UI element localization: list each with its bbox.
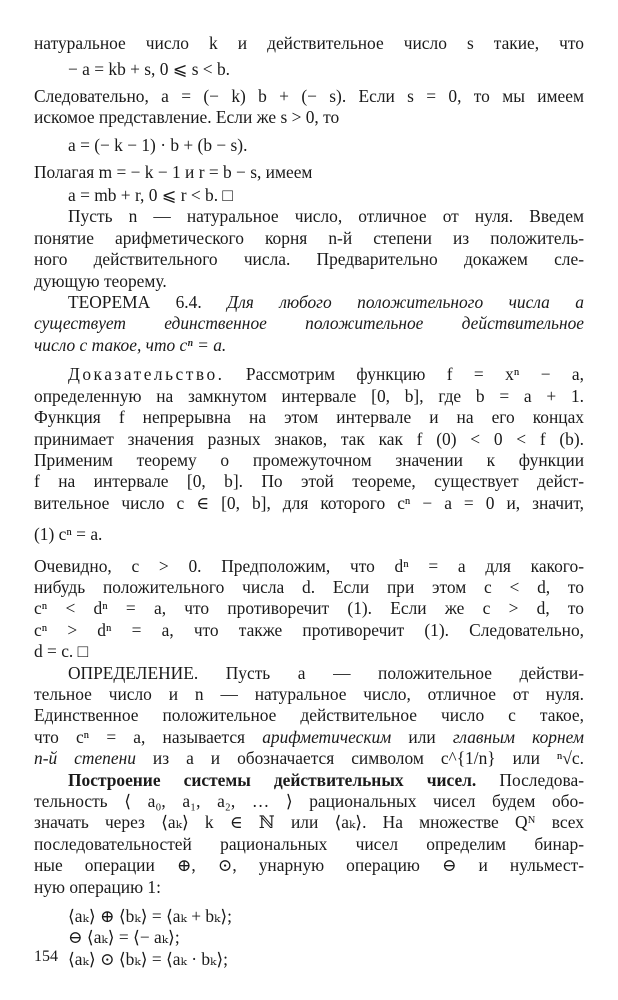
page-body <box>34 33 584 970</box>
text-line: натуральное число k и действительное число s такие, что <box>34 33 584 53</box>
equation: ⟨aₖ⟩ ⊙ ⟨bₖ⟩ = ⟨aₖ · bₖ⟩; <box>68 948 228 969</box>
theorem-label: ТЕОРЕМА 6.4. <box>68 292 202 313</box>
text-line: Полагая m = − k − 1 и r = b − s, имеем <box>34 162 313 183</box>
text-line: Функция f непрерывна на этом интервале и на его концах <box>34 407 584 428</box>
text-line: d = c. □ <box>34 641 89 662</box>
text-line: Следовательно, a = (− k) b + (− s). Если s = 0, то мы имеем <box>34 85 584 106</box>
proof-label: Доказательство. <box>68 364 225 385</box>
text-line: f на интервале [0, b]. По этой теореме, существует дейст- <box>34 471 584 492</box>
text-span: из a и обозначается символом c^{1/n} или ⁿ√c. <box>135 748 584 769</box>
proof-text: Рассмотрим функцию f = xⁿ − a, <box>224 364 584 385</box>
term-arithmetic: арифметическим <box>262 726 392 747</box>
text-line: ную операцию 1: <box>34 876 161 897</box>
text-line <box>34 727 584 748</box>
proof-heading <box>34 364 584 385</box>
theorem-line: число c такое, что cⁿ = a. <box>34 334 227 355</box>
text-line: тельное число и n — натуральное число, отличное от нуля. <box>34 683 584 704</box>
theorem-text: Для любого положительного числа a <box>201 292 584 313</box>
text-line: значать через ⟨aₖ⟩ k ∈ ℕ или ⟨aₖ⟩. На множестве Qᴺ всех <box>34 812 584 833</box>
text-line: ного действительного числа. Предварительно докажем сле- <box>34 249 584 270</box>
text-line: cⁿ > dⁿ = a, что также противоречит (1). Следовательно, <box>34 619 584 640</box>
text-line: cⁿ < dⁿ = a, что противоречит (1). Если же c > d, то <box>34 598 584 619</box>
text-line: Единственное положительное действительное число c такое, <box>34 705 584 726</box>
equation: − a = kb + s, 0 ⩽ s < b. <box>68 59 231 80</box>
page-number: 154 <box>34 948 58 965</box>
equation: a = mb + r, 0 ⩽ r < b. □ <box>68 185 233 206</box>
section-heading <box>34 770 584 791</box>
text-line: дующую теорему. <box>34 270 167 291</box>
equation: ⊖ ⟨aₖ⟩ = ⟨− aₖ⟩; <box>68 927 180 948</box>
theorem-heading <box>34 292 584 313</box>
equation: (1) cⁿ = a. <box>34 524 103 545</box>
text-line: искомое представление. Если же s > 0, то <box>34 107 340 128</box>
text-line: определенную на замкнутом интервале [0, b], где b = a + 1. <box>34 385 584 406</box>
theorem-line: существует единственное положительное действительное <box>34 313 584 334</box>
definition-heading: ОПРЕДЕЛЕНИЕ. Пусть a — положительное действи- <box>68 662 584 683</box>
term-nth-degree: n-й степени <box>34 748 136 769</box>
text-line: последовательностей рациональных чисел определим бинар- <box>34 833 584 854</box>
text-line: Применим теорему о промежуточном значении к функции <box>34 449 584 470</box>
text-line: нибудь положительного числа d. Если при этом c < d, то <box>34 576 584 597</box>
text-line: принимает значения разных знаков, так как f (0) < 0 < f (b). <box>34 428 584 449</box>
text-span: Последова- <box>476 769 584 790</box>
text-line <box>34 748 584 769</box>
text-line: Очевидно, c > 0. Предположим, что dⁿ = a для какого- <box>34 555 584 576</box>
equation: ⟨aₖ⟩ ⊕ ⟨bₖ⟩ = ⟨aₖ + bₖ⟩; <box>68 906 233 927</box>
text-line: вительное число c ∈ [0, b], для которого cⁿ − a = 0 и, значит, <box>34 492 584 513</box>
equation: a = (− k − 1) · b + (b − s). <box>68 134 248 155</box>
text-line: Пусть n — натуральное число, отличное от нуля. Введем <box>68 206 584 227</box>
text-span: или <box>391 726 453 747</box>
section-title: Построение системы действительных чисел. <box>68 769 477 790</box>
text-span: что cⁿ = a, называется <box>34 726 263 747</box>
text-line: ные операции ⊕, ⊙, унарную операцию ⊖ и нульмест- <box>34 855 584 876</box>
term-principal-root: главным корнем <box>452 726 584 747</box>
text-line: понятие арифметического корня n-й степени из положитель- <box>34 227 584 248</box>
text-line: тельность ⟨ a₀, a₁, a₂, … ⟩ рациональных чисел будем обо- <box>34 791 584 811</box>
